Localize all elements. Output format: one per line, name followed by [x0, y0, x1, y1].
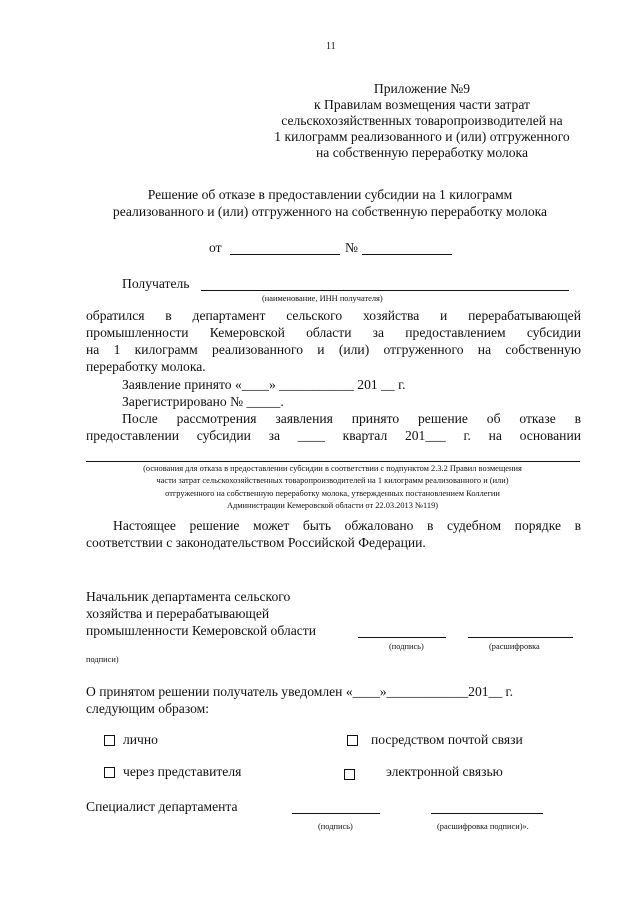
head-title-line: хозяйства и перерабатывающей	[86, 606, 270, 621]
recipient-blank[interactable]	[201, 290, 569, 291]
head-decode-caption: (расшифровка	[489, 642, 540, 651]
specialist-label: Специалист департамента	[86, 799, 238, 814]
paragraph-line: соответствии с законодательством Российской Федерации.	[86, 535, 426, 550]
appendix-line: 1 килограмм реализованного и (или) отгруженного	[274, 129, 570, 144]
appendix-line: на собственную переработку молока	[316, 145, 528, 160]
notice-line: О принятом решении получатель уведомлен «____»____________201__ г.	[86, 684, 513, 699]
appendix-line: сельскохозяйственных товаропроизводителей на	[281, 113, 563, 128]
number-label: №	[345, 240, 358, 255]
title-line: Решение об отказе в предоставлении субсидии на 1 килограмм	[147, 187, 513, 202]
number-blank[interactable]	[362, 254, 452, 255]
notice-line: следующим образом:	[86, 701, 210, 716]
page-number: 11	[326, 41, 336, 52]
head-title-line: Начальник департамента сельского	[86, 589, 291, 604]
application-received: Заявление принято «____» ___________ 201 __ г.	[122, 377, 406, 392]
checkbox-post[interactable]	[347, 735, 358, 746]
date-blank[interactable]	[230, 254, 340, 255]
checkbox-electronic[interactable]	[344, 769, 355, 780]
specialist-signature-caption: (подпись)	[318, 822, 353, 831]
paragraph-line: предоставлении субсидии за ____ квартал 201___ г. на основании	[86, 428, 581, 443]
title-line: реализованного и (или) отгруженного на собственную переработку молока	[112, 204, 548, 219]
paragraph-line: промышленности Кемеровской области за предоставлением субсидии	[86, 325, 581, 340]
paragraph-line: После рассмотрения заявления принято решение об отказе в	[122, 411, 581, 426]
paragraph-line: Настоящее решение может быть обжаловано в судебном порядке в	[113, 518, 581, 533]
option-personal-label: лично	[123, 732, 158, 747]
head-signature-blank[interactable]	[358, 637, 446, 638]
recipient-label: Получатель	[122, 276, 190, 291]
checkbox-representative[interactable]	[104, 767, 115, 778]
head-title-line: промышленности Кемеровской области	[86, 623, 316, 638]
option-representative-label: через представителя	[123, 764, 242, 779]
registered-number: Зарегистрировано № _____.	[122, 394, 284, 409]
grounds-blank[interactable]	[86, 461, 580, 462]
option-electronic-label: электронной связью	[386, 764, 503, 779]
head-decode-blank[interactable]	[468, 637, 573, 638]
specialist-signature-blank[interactable]	[292, 813, 380, 814]
appendix-title: Приложение №9	[373, 81, 471, 96]
specialist-decode-blank[interactable]	[431, 813, 543, 814]
head-decode-caption-cont: подписи)	[86, 655, 119, 664]
paragraph-line: обратился в департамент сельского хозяйства и перерабатывающей	[86, 308, 581, 323]
appendix-line: к Правилам возмещения части затрат	[314, 97, 530, 112]
caption-line: Администрации Кемеровской области от 22.03.2013 №119)	[226, 501, 439, 510]
option-post-label: посредством почтой связи	[371, 732, 523, 747]
paragraph-line: на 1 килограмм реализованного и (или) отгруженного на собственную	[86, 342, 581, 357]
caption-line: отгруженного на собственную переработку молока, утвержденных постановлением Коллегии	[165, 489, 500, 498]
caption-line: части затрат сельскохозяйственных товаропроизводителей на 1 килограмм реализованного и (или)	[156, 476, 509, 485]
checkbox-personal[interactable]	[104, 735, 115, 746]
date-label: от	[209, 240, 222, 255]
paragraph-line: переработку молока.	[86, 359, 206, 374]
recipient-caption: (наименование, ИНН получателя)	[262, 294, 383, 303]
specialist-decode-caption: (расшифровка подписи)».	[437, 822, 529, 831]
caption-line: (основания для отказа в предоставлении субсидии в соответствии с подпунктом 2.3.2 Правил возмещения	[143, 464, 522, 473]
head-signature-caption: (подпись)	[389, 642, 424, 651]
